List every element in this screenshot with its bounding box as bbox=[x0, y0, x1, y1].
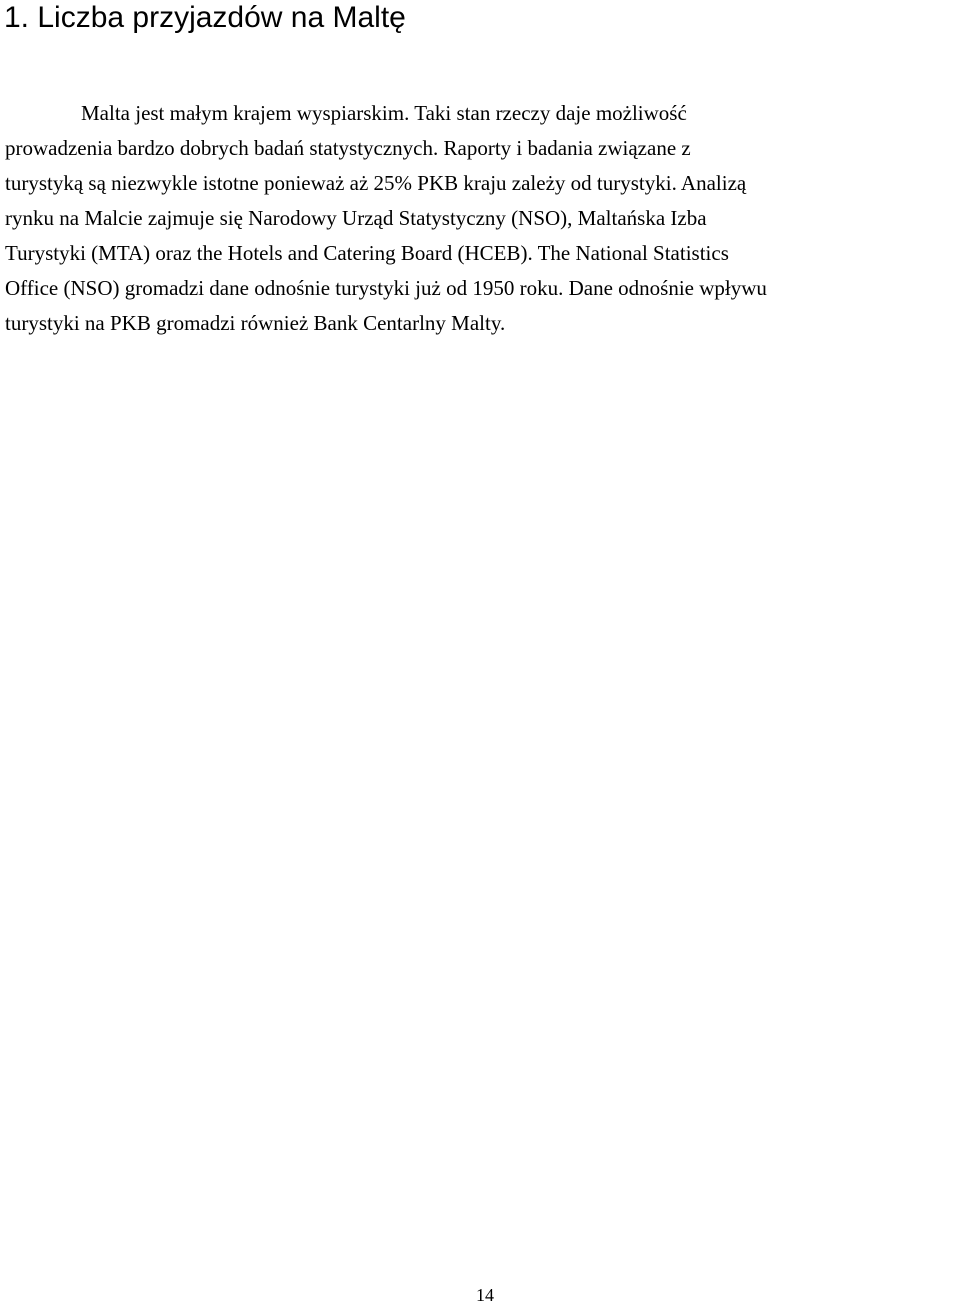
paragraph-line: rynku na Malcie zajmuje się Narodowy Urząd Statystyczny (NSO), Maltańska Izba bbox=[5, 206, 707, 230]
paragraph-line: Malta jest małym krajem wyspiarskim. Taki stan rzeczy daje możliwość bbox=[81, 101, 687, 125]
paragraph-line: turystyką są niezwykle istotne ponieważ aż 25% PKB kraju zależy od turystyki. Analizą bbox=[5, 171, 747, 195]
section-heading: 1. Liczba przyjazdów na Maltę bbox=[4, 1, 406, 34]
paragraph-line: turystyki na PKB gromadzi również Bank Centarlny Malty. bbox=[5, 311, 506, 335]
paragraph-line: prowadzenia bardzo dobrych badań statystycznych. Raporty i badania związane z bbox=[5, 136, 691, 160]
page-number: 14 bbox=[476, 1285, 494, 1305]
body-paragraph bbox=[5, 96, 960, 341]
paragraph-line: Turystyki (MTA) oraz the Hotels and Catering Board (HCEB). The National Statistics bbox=[5, 241, 729, 265]
paragraph-line: Office (NSO) gromadzi dane odnośnie turystyki już od 1950 roku. Dane odnośnie wpływu bbox=[5, 276, 767, 300]
